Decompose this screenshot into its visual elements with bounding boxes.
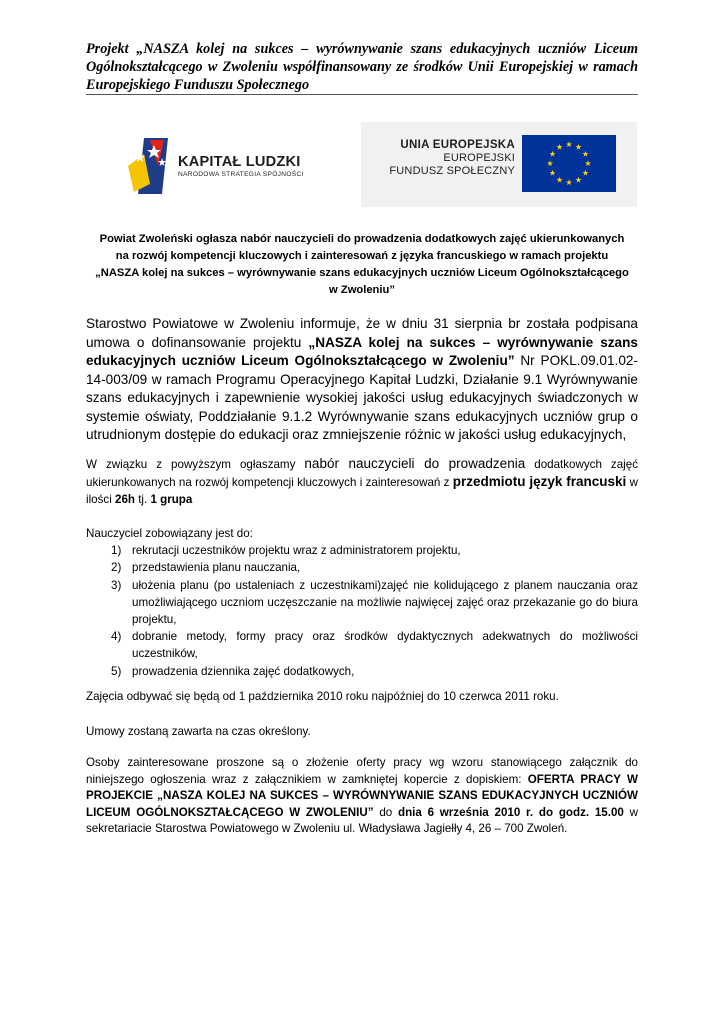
recruitment-text-c: dodatkowych zajęć ukierunkowanych na rozwój kompetencji kluczowych i zainteresowań z	[86, 458, 639, 490]
schedule-paragraph: Zajęcia odbywać się będą od 1 października 2010 roku najpóźniej do 10 czerwca 2011 roku.	[86, 690, 559, 703]
list-item	[86, 542, 638, 559]
group-count: 1 grupa	[150, 493, 193, 507]
eu-flag-icon	[522, 135, 616, 192]
title-line-1: Powiat Zwoleński ogłasza nabór nauczycieli do prowadzenia dodatkowych zajęć ukierunkowanych	[99, 233, 625, 245]
project-name: „NASZA kolej na sukces – wyrównywanie szans edukacyjnych uczniów Liceum Ogólnokształcącego w Zwoleniu”	[86, 334, 638, 368]
contracts-paragraph: Umowy zostaną zawarta na czas określony.	[86, 725, 311, 738]
list-item-number: 3)	[111, 578, 122, 592]
duties-list	[86, 542, 638, 680]
announcement-title	[86, 231, 638, 299]
kapital-ludzki-title: KAPITAŁ LUDZKI	[178, 154, 301, 170]
list-item-text: dobranie metody, formy pracy oraz środków dydaktycznych adekwatnych do możliwości uczestników,	[132, 630, 638, 661]
kapital-ludzki-emblem-icon	[124, 132, 176, 200]
list-item-number: 1)	[111, 544, 122, 558]
list-item-number: 5)	[111, 664, 122, 678]
intro-paragraph	[86, 315, 638, 445]
application-paragraph	[86, 755, 638, 838]
recruitment-text-e: w ilości	[86, 476, 638, 507]
project-header: Projekt „NASZA kolej na sukces – wyrównywanie szans edukacyjnych uczniów Liceum Ogólnokształcącego w Zwoleniu współfinansowany ze środków Unii Europejskiej w ramach Europejskiego Funduszu Społecznego	[86, 41, 638, 93]
recruitment-text-a: W związku z powyższym ogłaszamy	[86, 458, 305, 471]
eu-logo-line1: UNIA EUROPEJSKA	[400, 139, 515, 151]
list-item-text: prowadzenia dziennika zajęć dodatkowych,	[132, 664, 355, 678]
hours-count: 26h	[115, 493, 135, 507]
deadline: dnia 6 września 2010 r. do godz. 15.00	[397, 805, 624, 819]
recruitment-text-g: tj.	[134, 493, 151, 507]
intro-text-a: Starostwo Powiatowe w Zwoleniu informuje, że w dniu 31 sierpnia br została podpisana umowa o dofinansowanie projektu	[86, 316, 638, 350]
application-text-a: Osoby zainteresowane proszone są o złożenie oferty pracy wg wzoru stanowiącego załącznik do niniejszego ogłoszenia wraz z załącznikiem w zamkniętej kopercie z dopiskiem:	[86, 756, 638, 786]
list-item	[86, 628, 638, 662]
list-item-number: 2)	[111, 561, 122, 575]
duties-intro: Nauczyciel zobowiązany jest do:	[86, 527, 253, 540]
kapital-ludzki-subtitle: NARODOWA STRATEGIA SPÓJNOŚCI	[178, 171, 304, 178]
list-item-text: przedstawienia planu nauczania,	[132, 561, 301, 575]
kapital-ludzki-logo	[124, 132, 324, 200]
header-divider	[86, 94, 638, 95]
recruitment-paragraph	[86, 455, 638, 509]
list-item-number: 4)	[111, 630, 122, 644]
eu-logo-line2: EUROPEJSKI	[443, 152, 515, 164]
list-item-text: rekrutacji uczestników projektu wraz z administratorem projektu,	[132, 544, 461, 558]
title-line-3: „NASZA kolej na sukces – wyrównywanie szans edukacyjnych uczniów Liceum Ogólnokształcącego	[95, 267, 629, 279]
duties-section	[86, 525, 638, 680]
list-item	[86, 663, 638, 680]
list-item	[86, 559, 638, 576]
subject-name: przedmiotu język francuski	[452, 474, 627, 490]
application-text-c: do	[373, 805, 398, 819]
title-line-2: na rozwój kompetencji kluczowych i zainteresowań z języka francuskiego w ramach projektu	[115, 250, 609, 262]
eu-efs-logo	[361, 122, 637, 207]
list-item	[86, 577, 638, 629]
recruitment-text-b: nabór nauczycieli do prowadzenia	[304, 456, 526, 471]
intro-text-c: Nr POKL.09.01.02-14-003/09 w ramach Programu Operacyjnego Kapitał Ludzki, Działanie 9.1 Wyrównywanie szans edukacyjnych i zapewnienie wysokiej jakości usług edukacyjnych świadczonych w systemie oświaty, Poddziałanie 9.1.2 Wyrównywanie szans edukacyjnych uczniów grup o utrudnionym dostępie do edukacji oraz zmniejszenie różnic w jakości usług edukacyjnych,	[86, 353, 638, 442]
eu-logo-line3: FUNDUSZ SPOŁECZNY	[389, 165, 515, 177]
application-text-e: w sekretariacie Starostwa Powiatowego w Zwoleniu ul. Władysława Jagiełły 4, 26 – 700 Zwoleń.	[86, 805, 639, 836]
envelope-label: OFERTA PRACY W PROJEKCIE „NASZA KOLEJ NA SUKCES – WYRÓWNYWANIE SZANS EDUKACYJNYCH UCZNIÓW LICEUM OGÓLNOKSZTAŁCĄCEGO W ZWOLENIU”	[86, 772, 638, 819]
title-line-4: w Zwoleniu”	[329, 284, 395, 296]
list-item-text: ułożenia planu (po ustaleniach z uczestnikami)zajęć nie kolidującego z planem nauczania oraz umożliwiającego uczniom uczęszczanie na możliwie najwięcej zajęć oraz przekazanie go do biura projektu,	[132, 578, 638, 627]
